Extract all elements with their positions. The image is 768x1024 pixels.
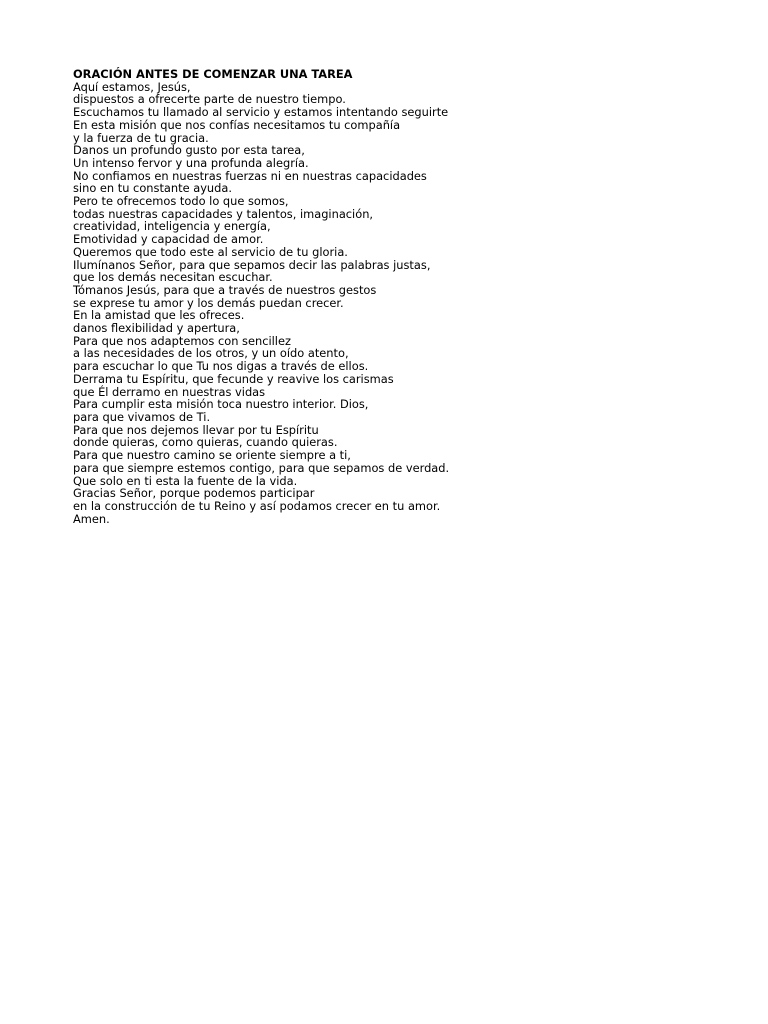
text-line: Para cumplir esta misión toca nuestro interior. Dios, bbox=[73, 397, 369, 412]
text-line: Gracias Señor, porque podemos participar bbox=[73, 486, 315, 501]
text-line: se exprese tu amor y los demás puedan crecer. bbox=[73, 295, 344, 310]
text-line: Danos un profundo gusto por esta tarea, bbox=[73, 143, 305, 158]
text-line: que los demás necesitan escuchar. bbox=[73, 270, 273, 285]
text-line: Tómanos Jesús, para que a través de nuestros gestos bbox=[73, 282, 377, 297]
text-line: Queremos que todo este al servicio de tu gloria. bbox=[73, 244, 348, 259]
text-line: Derrama tu Espíritu, que fecunde y reavive los carismas bbox=[73, 371, 394, 386]
text-line: Para que nos dejemos llevar por tu Espíritu bbox=[73, 422, 319, 437]
text-line: en la construcción de tu Reino y así podamos crecer en tu amor. bbox=[73, 498, 441, 513]
text-line: sino en tu constante ayuda. bbox=[73, 181, 232, 196]
text-line: que Él derramo en nuestras vidas bbox=[73, 384, 266, 399]
text-line: En esta misión que nos confías necesitamos tu compañía bbox=[73, 117, 401, 132]
text-line: donde quieras, como quieras, cuando quieras. bbox=[73, 435, 338, 450]
text-line: todas nuestras capacidades y talentos, imaginación, bbox=[73, 206, 374, 221]
text-line: Escuchamos tu llamado al servicio y estamos intentando seguirte bbox=[73, 105, 449, 120]
text-line: para escuchar lo que Tu nos digas a través de ellos. bbox=[73, 359, 369, 374]
text-line: Ilumínanos Señor, para que sepamos decir las palabras justas, bbox=[73, 257, 431, 272]
text-line: a las necesidades de los otros, y un oído atento, bbox=[73, 346, 349, 361]
document-title: ORACIÓN ANTES DE COMENZAR UNA TAREA bbox=[73, 67, 353, 81]
text-line: En la amistad que les ofreces. bbox=[73, 308, 245, 323]
text-line: Emotividad y capacidad de amor. bbox=[73, 232, 264, 247]
text-line: Amen. bbox=[73, 511, 110, 526]
text-line: para que siempre estemos contigo, para que sepamos de verdad. bbox=[73, 460, 450, 475]
text-line: para que vivamos de Ti. bbox=[73, 409, 211, 424]
text-line: Para que nos adaptemos con sencillez bbox=[73, 333, 291, 348]
text-line: Pero te ofrecemos todo lo que somos, bbox=[73, 194, 289, 209]
text-line: Para que nuestro camino se oriente siempre a ti, bbox=[73, 448, 351, 463]
text-line: No confiamos en nuestras fuerzas ni en nuestras capacidades bbox=[73, 168, 427, 183]
text-line: Un intenso fervor y una profunda alegría. bbox=[73, 155, 309, 170]
text-line: dispuestos a ofrecerte parte de nuestro tiempo. bbox=[73, 92, 346, 107]
document-page bbox=[73, 68, 713, 525]
text-line: Aquí estamos, Jesús, bbox=[73, 79, 191, 94]
text-line: danos flexibilidad y apertura, bbox=[73, 321, 240, 336]
text-line: Que solo en ti esta la fuente de la vida. bbox=[73, 473, 298, 488]
text-line: y la fuerza de tu gracia. bbox=[73, 130, 209, 145]
text-line: creatividad, inteligencia y energía, bbox=[73, 219, 271, 234]
